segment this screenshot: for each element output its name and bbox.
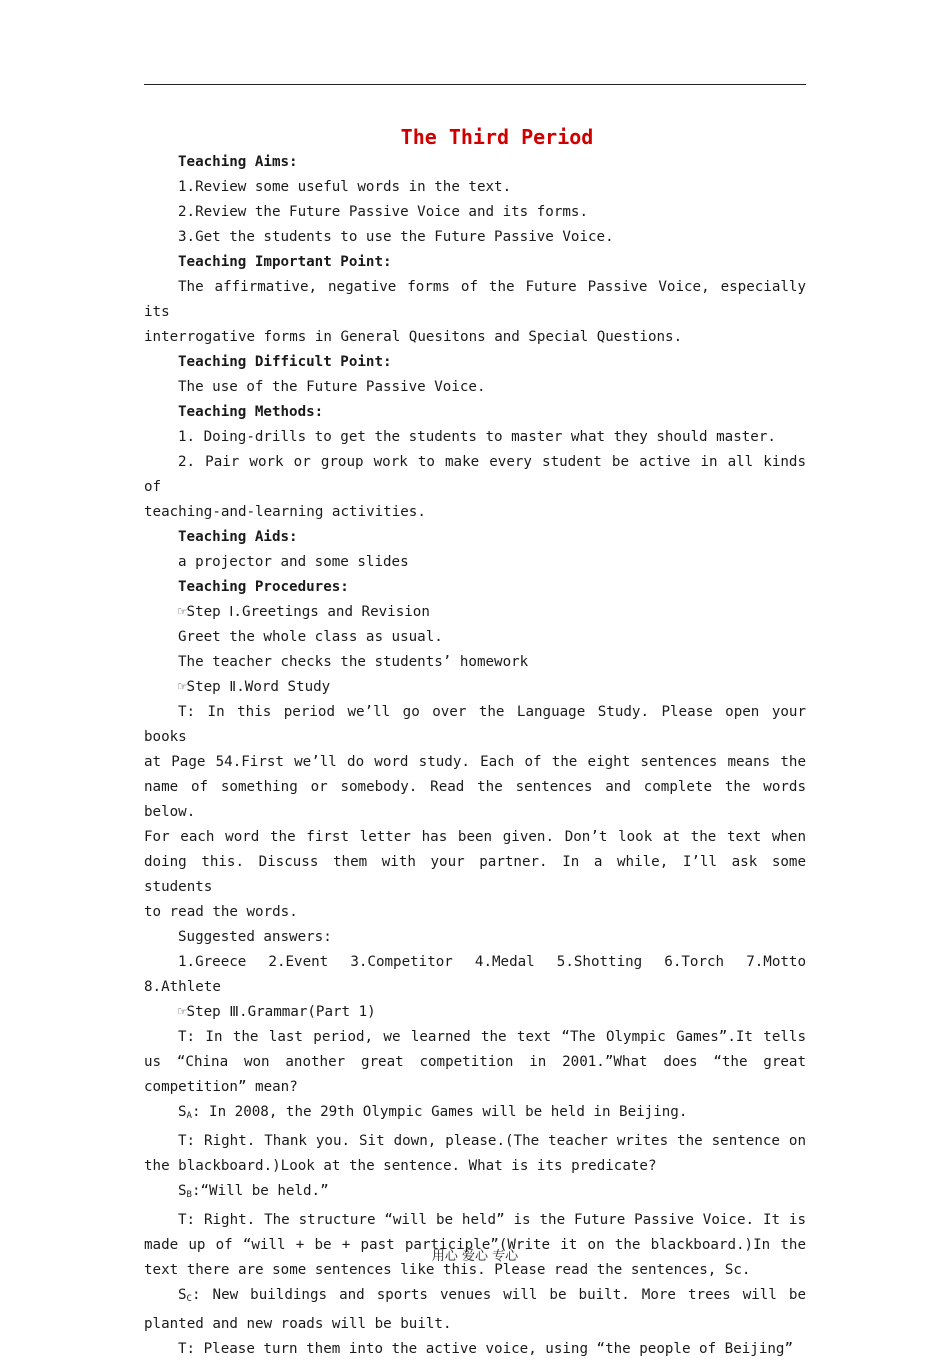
step-line: Greet the whole class as usual. <box>178 629 443 645</box>
step-heading: ☞Step Ⅰ.Greetings and Revision <box>178 604 430 620</box>
aim-item: 2.Review the Future Passive Voice and its forms. <box>178 204 588 220</box>
answers-line: 1.Greece 2.Event 3.Competitor 4.Medal 5.Shotting 6.Torch 7.Motto <box>178 954 806 970</box>
aims-heading: Teaching Aims: <box>178 154 298 170</box>
difficult-text: The use of the Future Passive Voice. <box>178 379 486 395</box>
speaker-label: S <box>178 1183 187 1199</box>
important-line: interrogative forms in General Quesitons and Special Questions. <box>144 329 683 345</box>
answers-line: 8.Athlete <box>144 979 221 995</box>
method-item-cont: teaching-and-learning activities. <box>144 504 426 520</box>
method-item: 2. Pair work or group work to make every student be active in all kinds of <box>144 454 806 495</box>
dialogue-line: T: In the last period, we learned the text “The Olympic Games”.It tells <box>178 1029 806 1045</box>
aim-item: 1.Review some useful words in the text. <box>178 179 512 195</box>
dialogue-line: at Page 54.First we’ll do word study. Each of the eight sentences means the <box>144 754 806 770</box>
student-b-line <box>144 1179 806 1208</box>
header-rule <box>144 84 806 85</box>
dialogue-line: made up of “will + be + past participle”(Write it on the blackboard.)In the <box>144 1237 806 1253</box>
dialogue-line: planted and new roads will be built. <box>144 1316 452 1332</box>
aids-heading: Teaching Aids: <box>178 529 298 545</box>
step-line: The teacher checks the students’ homework <box>178 654 529 670</box>
dialogue-line: T: Right. The structure “will be held” is the Future Passive Voice. It is <box>178 1212 806 1228</box>
speaker-text: : New buildings and sports venues will be built. More trees will be <box>191 1287 806 1303</box>
dialogue-line: us “China won another great competition in 2001.”What does “the great <box>144 1054 806 1070</box>
important-heading: Teaching Important Point: <box>178 254 392 270</box>
dialogue-line: T: Right. Thank you. Sit down, please.(The teacher writes the sentence on <box>178 1133 806 1149</box>
step-heading: ☞Step Ⅲ.Grammar(Part 1) <box>178 1004 376 1020</box>
student-a-line <box>144 1100 806 1129</box>
dialogue-line: text there are some sentences like this. Please read the sentences, Sc. <box>144 1262 751 1278</box>
speaker-subscript: B <box>186 1190 192 1200</box>
document-body <box>144 150 806 1362</box>
procedures-heading: Teaching Procedures: <box>178 579 349 595</box>
dialogue-line: competition” mean? <box>144 1079 298 1095</box>
important-line: The affirmative, negative forms of the Future Passive Voice, especially its <box>144 279 806 320</box>
page-title: The Third Period <box>400 125 594 149</box>
speaker-subscript: A <box>186 1111 192 1121</box>
speaker-label: S <box>178 1104 187 1120</box>
speaker-text: : In 2008, the 29th Olympic Games will be held in Beijing. <box>191 1104 688 1120</box>
method-item: 1. Doing-drills to get the students to master what they should master. <box>178 429 776 445</box>
dialogue-line: to read the words. <box>144 904 298 920</box>
student-c-line <box>144 1283 806 1312</box>
dialogue-line: doing this. Discuss them with your partner. In a while, I’ll ask some students <box>144 854 806 895</box>
aim-item: 3.Get the students to use the Future Passive Voice. <box>178 229 614 245</box>
step-heading: ☞Step Ⅱ.Word Study <box>178 679 331 695</box>
methods-heading: Teaching Methods: <box>178 404 324 420</box>
speaker-text: :“Will be held.” <box>191 1183 329 1199</box>
suggested-label: Suggested answers: <box>178 929 332 945</box>
difficult-heading: Teaching Difficult Point: <box>178 354 392 370</box>
dialogue-line: For each word the first letter has been given. Don’t look at the text when <box>144 829 806 845</box>
aids-text: a projector and some slides <box>178 554 409 570</box>
speaker-subscript: C <box>186 1294 192 1304</box>
dialogue-line: name of something or somebody. Read the sentences and complete the words below. <box>144 779 806 820</box>
speaker-label: S <box>178 1287 187 1303</box>
dialogue-line: T: Please turn them into the active voice, using “the people of Beijing” <box>178 1341 793 1357</box>
dialogue-line: T: In this period we’ll go over the Language Study. Please open your books <box>144 704 806 745</box>
page-footer: 用心 爱心 专心 <box>431 1249 519 1264</box>
dialogue-line: the blackboard.)Look at the sentence. What is its predicate? <box>144 1158 657 1174</box>
